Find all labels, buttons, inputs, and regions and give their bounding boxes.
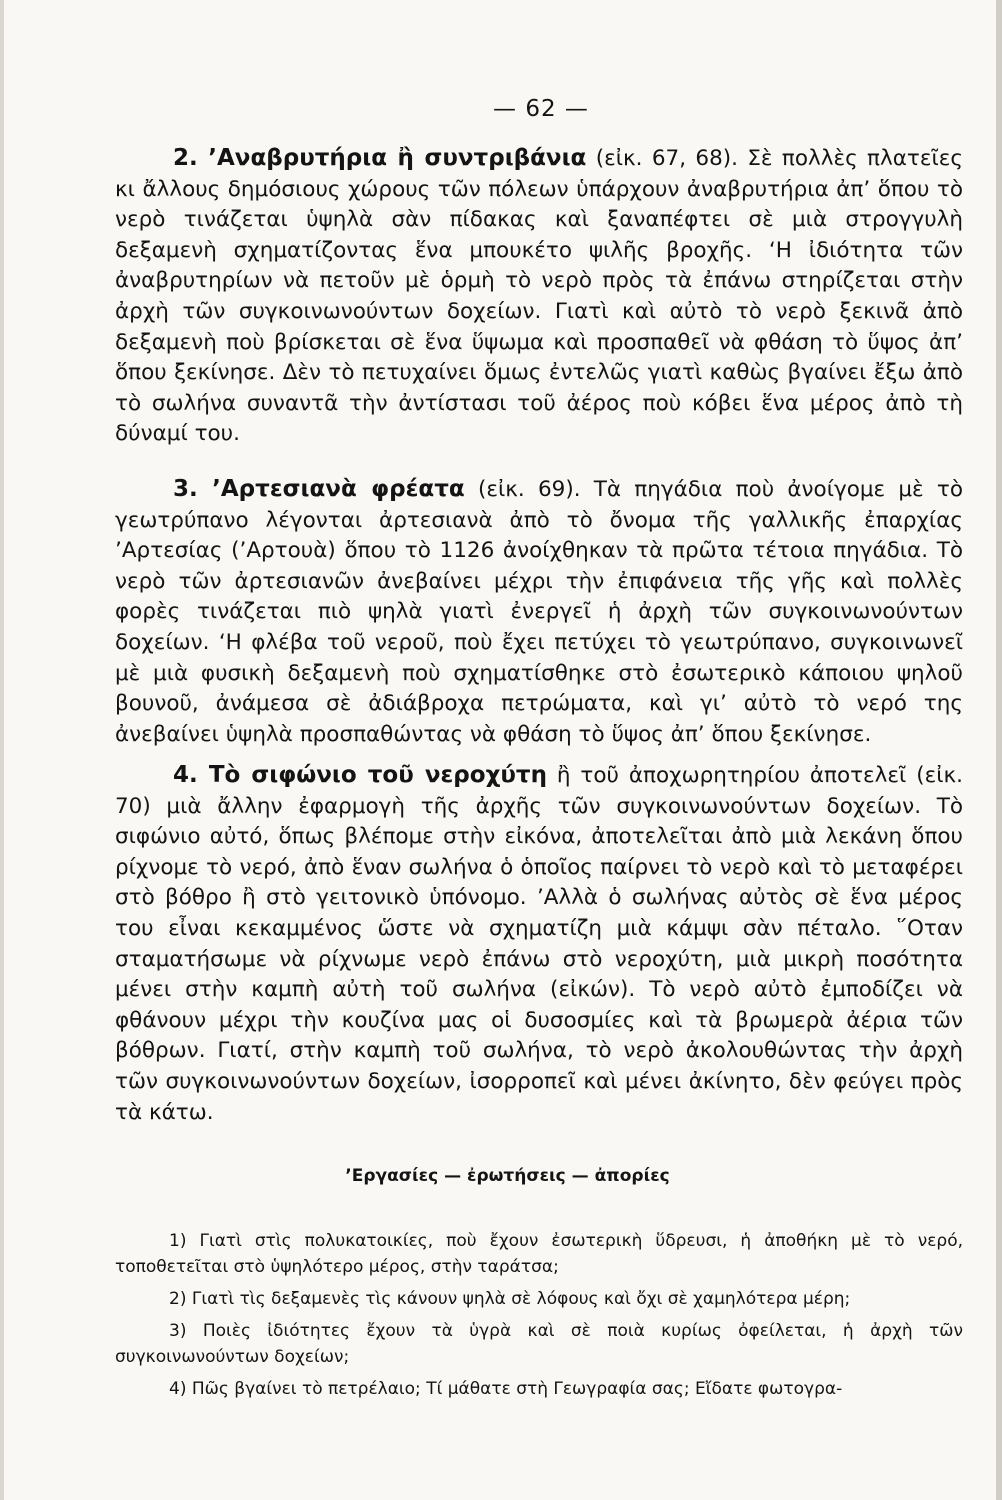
question-item: 4) Πῶς βγαίνει τὸ πετρέλαιο; Τί μάθατε στὴ Γεωγραφία σας; Εἴδατε φωτογρα- (169, 1379, 843, 1399)
section-artesian-wells (115, 474, 963, 750)
exercises-title: ’Εργασίες — ἐρωτήσεις — ἀπορίες (345, 1166, 670, 1186)
question-item: 2) Γιατὶ τὶς δεξαμενὲς τὶς κάνουν ψηλὰ σὲ λόφους καὶ ὄχι σὲ χαμηλότερα μέρη; (169, 1289, 851, 1309)
paragraph-text: (εἰκ. 69). Τὰ πηγάδια ποὺ ἀνοίγομε μὲ τὸ γεωτρύπανο λέγονται ἀρτεσιανὰ ἀπὸ τὸ ὄνομα τῆς γαλλικῆς ἐπαρχίας ’Αρτεσίας (’Αρτουὰ) ὅπου τὸ 1126 ἀνοίχθηκαν τὰ πρῶτα τέτοια πηγάδια. Τὸ νερὸ τῶν ἀρτεσιανῶν ἀνεβαίνει μέχρι τὴν ἐπιφάνεια τῆς γῆς καὶ πολλὲς φορὲς τινάζεται πιὸ ψηλὰ γιατὶ ἐνεργεῖ ἡ ἀρχὴ τῶν συγκοινωνούντων δοχείων. ‘Η φλέβα τοῦ νεροῦ, ποὺ ἔχει πετύχει τὸ γεωτρύπανο, συγκοινωνεῖ μὲ μιὰ φυσικὴ δεξαμενὴ ποὺ σχηματίσθηκε στὸ ἐσωτερικὸ κάποιου ψηλοῦ βουνοῦ, ἀνάμεσα σὲ ἀδιάβροχα πετρώματα, καὶ γι’ αὐτὸ τὸ νερό της ἀνεβαίνει ὑψηλὰ προσπαθώντας νὰ φθάση τὸ ὕψος ἀπ’ ὅπου ξεκίνησε. (115, 477, 964, 747)
paragraph (115, 474, 963, 750)
question-item: 3) Ποιὲς ἰδιότητες ἔχουν τὰ ὑγρὰ καὶ σὲ ποιὰ κυρίως ὀφείλεται, ἡ ἀρχὴ τῶν συγκοινωνούντων δοχείων; (115, 1321, 963, 1367)
exercises-list (115, 1228, 963, 1408)
paragraph (115, 143, 963, 450)
question-item: 1) Γιατὶ στὶς πολυκατοικίες, ποὺ ἔχουν ἐσωτερικὴ ὕδρευσι, ἡ ἀποθήκη μὲ τὸ νερό, τοποθετεῖται στὸ ὑψηλότερο μέρος, στὴν ταράτσα; (115, 1231, 963, 1277)
page-right-edge (996, 0, 1002, 1500)
paragraph (115, 760, 963, 1128)
paragraph-text: (εἰκ. 67, 68). Σὲ πολλὲς πλατεῖες κι ἄλλους δημόσιους χώρους τῶν πόλεων ὑπάρχουν ἀναβρυτήρια ἀπ’ ὅπου τὸ νερὸ τινάζεται ὑψηλὰ σὰν πίδακας καὶ ξαναπέφτει σὲ μιὰ στρογγυλὴ δεξαμενὴ σχηματίζοντας ἕνα μπουκέτο ψιλῆς βροχῆς. ‘Η ἰδιότητα τῶν ἀναβρυτηρίων νὰ πετοῦν μὲ ὁρμὴ τὸ νερὸ πρὸς τὰ ἐπάνω στηρίζεται στὴν ἀρχὴ τῶν συγκοινωνούντων δοχείων. Γιατὶ καὶ αὐτὸ τὸ νερὸ ξεκινᾶ ἀπὸ δεξαμενὴ ποὺ βρίσκεται σὲ ἕνα ὕψωμα καὶ προσπαθεῖ νὰ φθάση τὸ ὕψος ἀπ’ ὅπου ξεκίνησε. Δὲν τὸ πετυχαίνει ὅμως ἐντελῶς γιατὶ καθὼς βγαίνει ἔξω ἀπὸ τὸ σωλήνα συναντᾶ τὴν ἀντίστασι τοῦ ἀέρος ποὺ κόβει ἕνα μέρος ἀπὸ τὴ δύναμί του. (115, 146, 963, 447)
section-heading: 3. ’Αρτεσιανὰ φρέατα (173, 476, 465, 502)
section-heading: 4. Τὸ σιφώνιο τοῦ νεροχύτη (173, 762, 547, 788)
page-left-edge (0, 0, 4, 1500)
page-number: — 62 — (493, 96, 589, 122)
section-sink-siphon (115, 760, 963, 1128)
paragraph-text: ἢ τοῦ ἀποχωρητηρίου ἀποτελεῖ (εἰκ. 70) μιὰ ἄλλην ἐφαρμογὴ τῆς ἀρχῆς τῶν συγκοινωνούντων δοχείων. Τὸ σιφώνιο αὐτό, ὅπως βλέπομε στὴν εἰκόνα, ἀποτελεῖται ἀπὸ μιὰ λεκάνη ὅπου ρίχνομε τὸ νερό, ἀπὸ ἕναν σωλήνα ὁ ὁποῖος παίρνει τὸ νερὸ καὶ τὸ μεταφέρει στὸ βόθρο ἢ στὸ γειτονικὸ ὑπόνομο. ’Αλλὰ ὁ σωλήνας αὐτὸς σὲ ἕνα μέρος του εἶναι κεκαμμένος ὥστε νὰ σχηματίζη μιὰ κάμψι σὰν πέταλο. ῞Οταν σταματήσωμε νὰ ρίχνωμε νερὸ ἐπάνω στὸ νεροχύτη, μιὰ μικρὴ ποσότητα μένει στὴν καμπὴ αὐτὴ τοῦ σωλήνα (εἰκών). Τὸ νερὸ αὐτὸ ἐμποδίζει νὰ φθάνουν μέχρι τὴν κουζίνα μας οἱ δυσοσμίες καὶ τὰ βρωμερὰ ἀέρια τῶν βόθρων. Γιατί, στὴν καμπὴ τοῦ σωλήνα, τὸ νερὸ ἀκολουθώντας τὴν ἀρχὴ τῶν συγκοινωνούντων δοχείων, ἰσορροπεῖ καὶ μένει ἀκίνητο, δὲν φεύγει πρὸς τὰ κάτω. (115, 763, 963, 1125)
section-heading: 2. ’Αναβρυτήρια ἢ συντριβάνια (173, 145, 587, 171)
section-fountains (115, 143, 963, 450)
